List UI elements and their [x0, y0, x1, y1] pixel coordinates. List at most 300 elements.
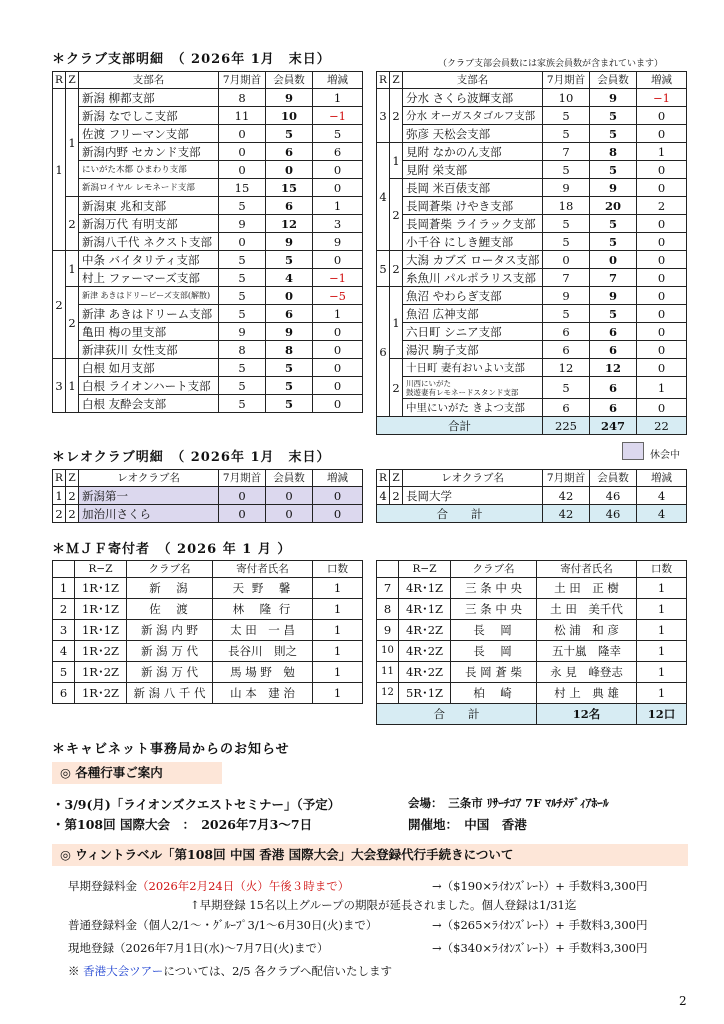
header-branch: 支部名	[403, 72, 543, 89]
member-count: 6	[590, 323, 637, 341]
row-no: 11	[377, 662, 399, 683]
start-count: 5	[543, 107, 590, 125]
donor-name: 太 田 一 昌	[213, 620, 313, 641]
header-club: クラブ名	[451, 561, 537, 578]
row-no: 3	[53, 620, 75, 641]
table-row	[377, 161, 687, 179]
club-name: 加治川さくら	[79, 505, 219, 523]
row-no: 6	[53, 683, 75, 704]
donor-name: 山 本 建 治	[213, 683, 313, 704]
rz-cell: 5R･1Z	[399, 683, 451, 704]
header-rz: R−Z	[399, 561, 451, 578]
start-count: 5	[543, 233, 590, 251]
header-r: R	[53, 470, 66, 487]
start-count: 7	[543, 269, 590, 287]
table-row	[377, 578, 687, 599]
onsite-fee-label: 現地登録（2026年7月1日(水)〜7月7日(火)まで）	[68, 941, 329, 955]
unit-count: 1	[637, 578, 687, 599]
club-name: 新 潟	[127, 578, 213, 599]
rz-cell: 4R･1Z	[399, 578, 451, 599]
start-count: 15	[219, 179, 266, 197]
member-count: 5	[266, 377, 313, 395]
header-branch: 支部名	[79, 72, 219, 89]
branch-name: 佐渡 フリーマン支部	[79, 125, 219, 143]
paused-legend-swatch	[622, 442, 644, 460]
unit-count: 1	[313, 662, 363, 683]
branch-name: 村上 ファーマーズ支部	[79, 269, 219, 287]
donor-name: 五十嵐 隆幸	[537, 641, 637, 662]
donor-name: 土 田 正 樹	[537, 578, 637, 599]
header-club: クラブ名	[127, 561, 213, 578]
donor-name: 村 上 典 雄	[537, 683, 637, 704]
branch-name: にいがた木都 ひまわり支部	[79, 161, 219, 179]
member-count: 7	[590, 269, 637, 287]
member-count: 6	[590, 341, 637, 359]
travel-band: ◎ ウィントラベル「第108回 中国 香港 国際大会」大会登録代行手続きについて	[52, 844, 688, 866]
total-members: 247	[590, 417, 637, 435]
branch-name: 魚沼 広神支部	[403, 305, 543, 323]
event-convention-venue: 開催地： 中国 香港	[408, 817, 527, 832]
unit-count: 1	[637, 662, 687, 683]
change-count: 0	[637, 125, 687, 143]
club-section-title: ＊クラブ支部明細 （ 2026年 1月 末日）	[52, 52, 331, 67]
change-count: 0	[637, 179, 687, 197]
header-members: 会員数	[590, 470, 637, 487]
table-row	[53, 359, 363, 377]
table-row	[53, 323, 363, 341]
branch-name: 新津荻川 女性支部	[79, 341, 219, 359]
table-row	[377, 107, 687, 125]
region-cell: 3	[377, 89, 390, 143]
member-count: 9	[266, 233, 313, 251]
branch-name: 見附 なかのん支部	[403, 143, 543, 161]
branch-name: 新潟東 兆和支部	[79, 197, 219, 215]
branch-name: 長岡蒼柴 けやき支部	[403, 197, 543, 215]
row-no: 1	[53, 578, 75, 599]
table-row	[53, 179, 363, 197]
member-count: 0	[266, 287, 313, 305]
zone-cell: 2	[390, 89, 403, 143]
start-count: 0	[219, 161, 266, 179]
mjf-table-right	[376, 560, 687, 725]
region-cell: 4	[377, 487, 390, 505]
event-quest-seminar: ・3/9(月)「ライオンズクエストセミナー」（予定）	[52, 797, 341, 812]
donor-name: 長谷川 則之	[213, 641, 313, 662]
normal-fee-price: →（$265×ﾗｲｵﾝｽﾞﾚｰﾄ）+ 手数料3,300円	[432, 918, 648, 932]
header-donor: 寄付者氏名	[537, 561, 637, 578]
header-change: 増減	[313, 470, 363, 487]
table-row	[53, 161, 363, 179]
rz-cell: 4R･2Z	[399, 641, 451, 662]
start-count: 6	[543, 399, 590, 417]
member-count: 6	[266, 305, 313, 323]
region-cell: 5	[377, 251, 390, 287]
unit-count: 1	[313, 620, 363, 641]
branch-name: 十日町 妻有おいよい支部	[403, 359, 543, 377]
member-count: 5	[590, 233, 637, 251]
header-start: 7月期首	[543, 72, 590, 89]
total-label: 合 計	[377, 505, 543, 523]
start-count: 7	[543, 143, 590, 161]
total-label: 合 計	[377, 704, 537, 725]
header-units: 口数	[637, 561, 687, 578]
zone-cell: 1	[66, 359, 79, 413]
donor-name: 永 見 峰登志	[537, 662, 637, 683]
unit-count: 1	[637, 641, 687, 662]
club-table-left	[52, 71, 363, 413]
region-cell: 2	[53, 505, 66, 523]
row-no: 4	[53, 641, 75, 662]
start-count: 8	[219, 341, 266, 359]
table-row	[377, 251, 687, 269]
start-count: 5	[219, 287, 266, 305]
row-no: 2	[53, 599, 75, 620]
table-row	[377, 89, 687, 107]
unit-count: 1	[313, 578, 363, 599]
member-count: 5	[266, 395, 313, 413]
zone-cell: 1	[66, 251, 79, 287]
total-count: 12名	[537, 704, 637, 725]
table-row	[53, 341, 363, 359]
table-row	[53, 305, 363, 323]
member-count: 12	[590, 359, 637, 377]
rz-cell: 1R･1Z	[75, 599, 127, 620]
region-cell: 1	[53, 487, 66, 505]
donor-name: 土 田 美千代	[537, 599, 637, 620]
table-row	[53, 377, 363, 395]
member-count: 9	[266, 323, 313, 341]
header-no	[53, 561, 75, 578]
rz-cell: 4R･2Z	[399, 662, 451, 683]
change-count: 9	[313, 233, 363, 251]
start-count: 5	[219, 395, 266, 413]
unit-count: 1	[313, 599, 363, 620]
total-label: 合計	[377, 417, 543, 435]
row-no: 10	[377, 641, 399, 662]
table-row	[377, 487, 687, 505]
branch-name: 見附 栄支部	[403, 161, 543, 179]
start-count: 5	[543, 125, 590, 143]
header-club: レオクラブ名	[79, 470, 219, 487]
table-row	[53, 395, 363, 413]
member-count: 0	[266, 161, 313, 179]
change-count: 0	[313, 505, 363, 523]
region-cell: 2	[53, 251, 66, 359]
branch-name: 分水 さくら波輝支部	[403, 89, 543, 107]
start-count: 9	[219, 323, 266, 341]
change-count: 0	[637, 341, 687, 359]
row-no: 7	[377, 578, 399, 599]
start-count: 5	[219, 377, 266, 395]
table-row	[377, 233, 687, 251]
club-name: 三 条 中 央	[451, 578, 537, 599]
header-donor: 寄付者氏名	[213, 561, 313, 578]
branch-name: 弥彦 天松会支部	[403, 125, 543, 143]
member-count: 5	[590, 305, 637, 323]
branch-name: 中条 バイタリティ支部	[79, 251, 219, 269]
branch-name-line2: 鼓遊妻有レモネードスタンド支部	[406, 387, 519, 397]
header-start: 7月期首	[219, 470, 266, 487]
table-row	[53, 89, 363, 107]
change-count: 0	[313, 487, 363, 505]
change-count: 0	[313, 395, 363, 413]
start-count: 5	[219, 197, 266, 215]
club-name: 新 潟 内 野	[127, 620, 213, 641]
table-row	[53, 143, 363, 161]
change-count: 0	[313, 179, 363, 197]
member-count: 5	[590, 215, 637, 233]
change-count: 1	[637, 377, 687, 399]
member-count: 20	[590, 197, 637, 215]
member-count: 9	[266, 89, 313, 107]
change-count: 4	[637, 487, 687, 505]
member-count: 6	[590, 399, 637, 417]
total-start: 225	[543, 417, 590, 435]
change-count: −1	[313, 269, 363, 287]
club-name: 長 岡	[451, 620, 537, 641]
early-fee-note: ↑早期登録 15名以上グループの期限が延長されました。個人登録は1/31迄	[190, 898, 577, 912]
branch-name: 長岡 米百俵支部	[403, 179, 543, 197]
table-row	[377, 179, 687, 197]
start-count: 5	[543, 215, 590, 233]
table-row	[53, 599, 363, 620]
table-row	[53, 620, 363, 641]
unit-count: 1	[637, 683, 687, 704]
table-row	[377, 399, 687, 417]
branch-name: 新潟 柳都支部	[79, 89, 219, 107]
member-count: 4	[266, 269, 313, 287]
change-count: −1	[313, 107, 363, 125]
row-no: 12	[377, 683, 399, 704]
total-units: 12口	[637, 704, 687, 725]
notice-section-title: ＊キャビネット事務局からのお知らせ	[52, 742, 290, 757]
paused-legend-label: 休会中	[650, 450, 680, 461]
donor-name: 林 隆 行	[213, 599, 313, 620]
table-row	[53, 215, 363, 233]
header-r: R	[377, 72, 390, 89]
header-change: 増減	[637, 470, 687, 487]
table-row	[53, 107, 363, 125]
total-members: 46	[590, 505, 637, 523]
change-count: 0	[637, 251, 687, 269]
zone-cell: 2	[390, 359, 403, 417]
table-row	[377, 305, 687, 323]
member-count: 8	[590, 143, 637, 161]
donor-name: 馬 場 野 勉	[213, 662, 313, 683]
change-count: 0	[637, 107, 687, 125]
branch-name: 中里にいがた きよつ支部	[403, 399, 543, 417]
total-row	[377, 704, 687, 725]
zone-cell: 1	[66, 89, 79, 197]
header-start: 7月期首	[219, 72, 266, 89]
change-count: 0	[637, 269, 687, 287]
change-count: 0	[313, 377, 363, 395]
start-count: 0	[543, 251, 590, 269]
table-row	[377, 143, 687, 161]
member-count: 9	[590, 287, 637, 305]
member-count: 5	[590, 107, 637, 125]
start-count: 0	[219, 143, 266, 161]
start-count: 42	[543, 487, 590, 505]
zone-cell: 1	[390, 143, 403, 179]
table-row	[53, 251, 363, 269]
change-count: 0	[637, 287, 687, 305]
early-fee-price: →（$190×ﾗｲｵﾝｽﾞﾚｰﾄ）+ 手数料3,300円	[432, 879, 648, 893]
page-number: 2	[679, 994, 687, 1008]
rz-cell: 4R･1Z	[399, 599, 451, 620]
donor-name: 松 浦 和 彦	[537, 620, 637, 641]
start-count: 0	[219, 487, 266, 505]
member-count: 10	[266, 107, 313, 125]
branch-name: 白根 ライオンハート支部	[79, 377, 219, 395]
header-no	[377, 561, 399, 578]
early-fee-deadline: （2026年2月24日（火）午後３時まで）	[137, 879, 350, 893]
table-row	[377, 341, 687, 359]
branch-name: 新潟 なでしこ支部	[79, 107, 219, 125]
change-count: −1	[637, 89, 687, 107]
early-fee-label	[68, 878, 349, 894]
unit-count: 1	[637, 599, 687, 620]
change-count: 3	[313, 215, 363, 233]
row-no: 8	[377, 599, 399, 620]
mjf-section-title: ＊ＭＪＦ寄付者 （ 2026 年 1 月 ）	[52, 542, 292, 557]
club-name: 新 潟 八 千 代	[127, 683, 213, 704]
change-count: 5	[313, 125, 363, 143]
member-count: 5	[590, 161, 637, 179]
zone-cell: 2	[66, 287, 79, 359]
table-row	[53, 487, 363, 505]
event-quest-venue: 会場： 三条市 ﾘｻｰﾁｺｱ 7F ﾏﾙﾁﾒﾃﾞｨｱﾎｰﾙ	[408, 796, 609, 810]
table-row	[53, 641, 363, 662]
table-row	[377, 620, 687, 641]
start-count: 5	[543, 161, 590, 179]
leo-table-right	[376, 469, 687, 523]
zone-cell: 2	[66, 487, 79, 505]
start-count: 0	[219, 125, 266, 143]
club-name: 長 岡 蒼 柴	[451, 662, 537, 683]
branch-name	[403, 377, 543, 399]
club-name: 新 潟 万 代	[127, 662, 213, 683]
branch-name: 魚沼 やわらぎ支部	[403, 287, 543, 305]
header-rz: R−Z	[75, 561, 127, 578]
start-count: 5	[543, 377, 590, 399]
start-count: 5	[219, 359, 266, 377]
table-row	[377, 599, 687, 620]
club-name: 三 条 中 央	[451, 599, 537, 620]
start-count: 5	[543, 305, 590, 323]
rz-cell: 4R･2Z	[399, 620, 451, 641]
change-count: 0	[637, 233, 687, 251]
start-count: 0	[219, 233, 266, 251]
start-count: 9	[543, 287, 590, 305]
rz-cell: 1R･1Z	[75, 578, 127, 599]
start-count: 9	[543, 179, 590, 197]
table-row	[53, 125, 363, 143]
club-section-note: （クラブ支部会員数には家族会員数が含まれています）	[438, 59, 664, 69]
zone-cell: 2	[390, 179, 403, 251]
branch-name: 六日町 シニア支部	[403, 323, 543, 341]
branch-name: 分水 オーガスタゴルフ支部	[403, 107, 543, 125]
table-row	[53, 287, 363, 305]
zone-cell: 1	[390, 287, 403, 359]
branch-name: 湯沢 駒子支部	[403, 341, 543, 359]
table-row	[377, 269, 687, 287]
table-row	[377, 287, 687, 305]
region-cell: 3	[53, 359, 66, 413]
header-r: R	[53, 72, 66, 89]
table-row	[377, 359, 687, 377]
member-count: 9	[590, 179, 637, 197]
change-count: 0	[637, 215, 687, 233]
normal-fee-label: 普通登録料金（個人2/1〜・ｸﾞﾙｰﾌﾟ3/1〜6月30日(火)まで）	[68, 918, 378, 932]
change-count: 0	[313, 323, 363, 341]
start-count: 18	[543, 197, 590, 215]
region-cell: 1	[53, 89, 66, 251]
change-count: 0	[637, 399, 687, 417]
table-row	[53, 662, 363, 683]
header-units: 口数	[313, 561, 363, 578]
start-count: 5	[219, 269, 266, 287]
header-members: 会員数	[266, 72, 313, 89]
zone-cell: 2	[66, 505, 79, 523]
header-z: Z	[390, 470, 403, 487]
branch-name: 新潟内野 セカンド支部	[79, 143, 219, 161]
start-count: 6	[543, 323, 590, 341]
change-count: 1	[637, 143, 687, 161]
tour-notice	[68, 963, 392, 979]
rz-cell: 1R･2Z	[75, 641, 127, 662]
total-change: 22	[637, 417, 687, 435]
unit-count: 1	[313, 641, 363, 662]
table-row	[377, 662, 687, 683]
table-row	[53, 269, 363, 287]
table-row	[53, 197, 363, 215]
table-row	[377, 215, 687, 233]
branch-name: 白根 如月支部	[79, 359, 219, 377]
header-members: 会員数	[266, 470, 313, 487]
member-count: 46	[590, 487, 637, 505]
member-count: 0	[590, 251, 637, 269]
change-count: 0	[313, 161, 363, 179]
change-count: 0	[637, 359, 687, 377]
member-count: 5	[590, 125, 637, 143]
club-name: 新潟第一	[79, 487, 219, 505]
branch-name: 大潟 カブズ ロータス支部	[403, 251, 543, 269]
zone-cell: 2	[66, 197, 79, 251]
header-change: 増減	[637, 72, 687, 89]
club-name: 新 潟 万 代	[127, 641, 213, 662]
table-row	[377, 323, 687, 341]
event-convention: ・第108回 国際大会 ： 2026年7月3〜7日	[52, 817, 313, 832]
total-change: 4	[637, 505, 687, 523]
region-cell: 6	[377, 287, 390, 417]
branch-name: 新潟万代 有明支部	[79, 215, 219, 233]
change-count: 2	[637, 197, 687, 215]
branch-name: 新津 あきはドリーム支部	[79, 305, 219, 323]
member-count: 5	[266, 125, 313, 143]
table-row	[53, 683, 363, 704]
zone-cell: 2	[390, 487, 403, 505]
donor-name: 天 野 馨	[213, 578, 313, 599]
tour-notice-text: については、2/5 各クラブへ配信いたします	[163, 964, 393, 978]
table-row	[377, 125, 687, 143]
row-no: 9	[377, 620, 399, 641]
tour-link[interactable]: 香港大会ツアー	[83, 964, 164, 978]
unit-count: 1	[637, 620, 687, 641]
header-change: 増減	[313, 72, 363, 89]
leo-table-left	[52, 469, 363, 523]
branch-name: 新潟八千代 ネクスト支部	[79, 233, 219, 251]
